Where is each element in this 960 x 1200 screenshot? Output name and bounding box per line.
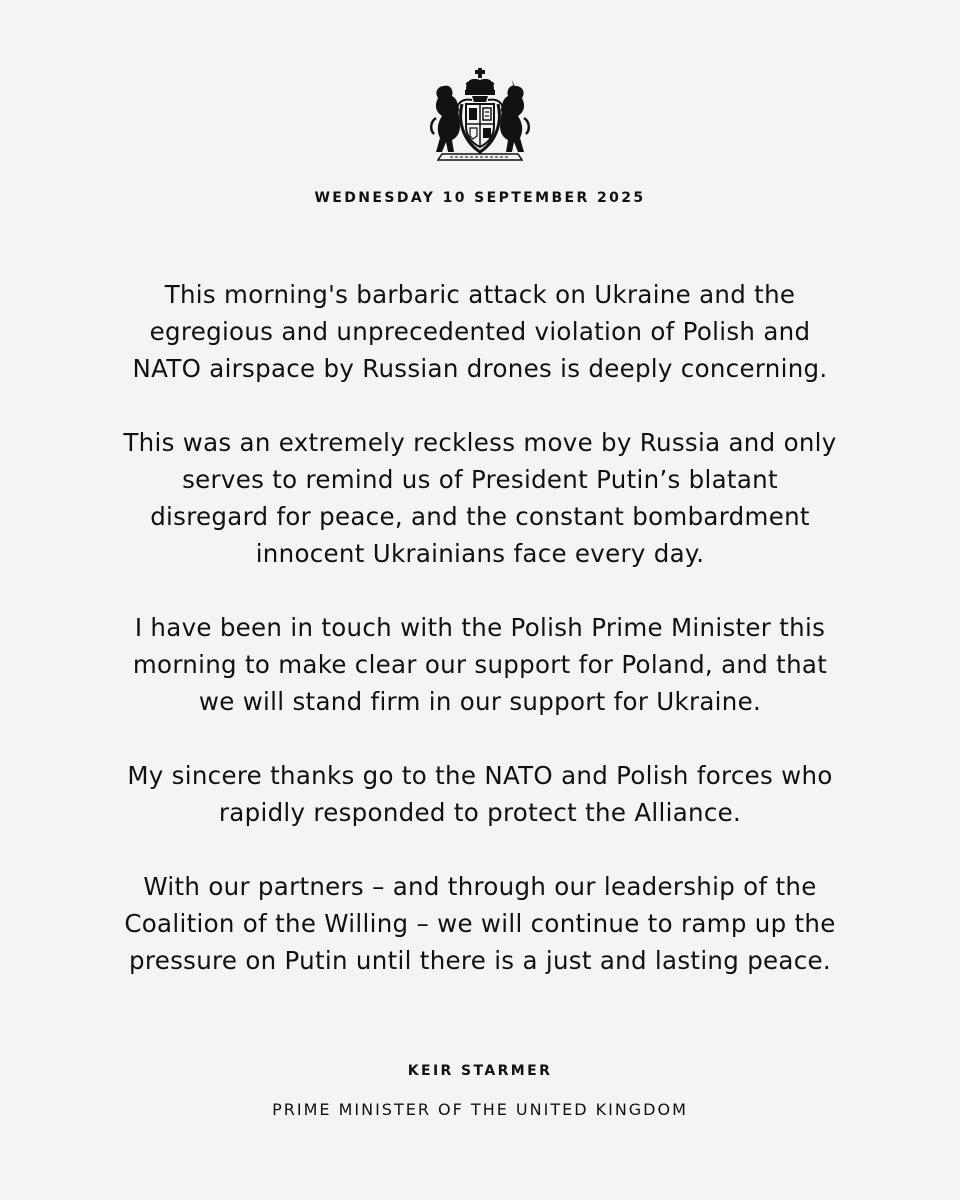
- paragraph-line: My sincere thanks go to the NATO and Polish forces who: [127, 761, 833, 790]
- paragraph-line: we will stand firm in our support for Ukraine.: [198, 687, 762, 716]
- paragraph-line: egregious and unprecedented violation of Polish and: [149, 317, 811, 346]
- motto-scroll: [438, 154, 522, 160]
- paragraph-line: This was an extremely reckless move by Russia and only: [123, 428, 837, 457]
- lion-supporter-icon: [431, 86, 460, 152]
- paragraph: [40, 424, 920, 572]
- paragraph-line: serves to remind us of President Putin’s blatant: [182, 465, 778, 494]
- paragraph: [40, 868, 920, 979]
- paragraph-line: rapidly responded to protect the Alliance.: [218, 798, 742, 827]
- statement-body: [40, 276, 920, 1016]
- paragraph-line: innocent Ukrainians face every day.: [255, 539, 705, 568]
- paragraph-line: morning to make clear our support for Poland, and that: [132, 650, 828, 679]
- signatory-name: KEIR STARMER: [407, 1063, 553, 1079]
- shield-icon: [466, 104, 494, 147]
- paragraph-line: disregard for peace, and the constant bombardment: [150, 502, 810, 531]
- paragraph: [40, 757, 920, 831]
- unicorn-supporter-icon: [500, 80, 529, 152]
- paragraph: [40, 609, 920, 720]
- paragraph-line: With our partners – and through our leadership of the: [143, 872, 817, 901]
- paragraph-line: pressure on Putin until there is a just and lasting peace.: [129, 946, 831, 975]
- signatory-title: PRIME MINISTER OF THE UNITED KINGDOM: [272, 1100, 688, 1119]
- paragraph-line: This morning's barbaric attack on Ukraine and the: [164, 280, 796, 309]
- paragraph-line: Coalition of the Willing – we will continue to ramp up the: [124, 909, 836, 938]
- paragraph: [40, 276, 920, 387]
- statement-date: WEDNESDAY 10 SEPTEMBER 2025: [314, 190, 646, 206]
- royal-coat-of-arms-icon: [428, 68, 532, 162]
- paragraph-line: NATO airspace by Russian drones is deeply concerning.: [132, 354, 828, 383]
- paragraph-line: I have been in touch with the Polish Prime Minister this: [134, 613, 826, 642]
- crown-icon: [465, 68, 495, 95]
